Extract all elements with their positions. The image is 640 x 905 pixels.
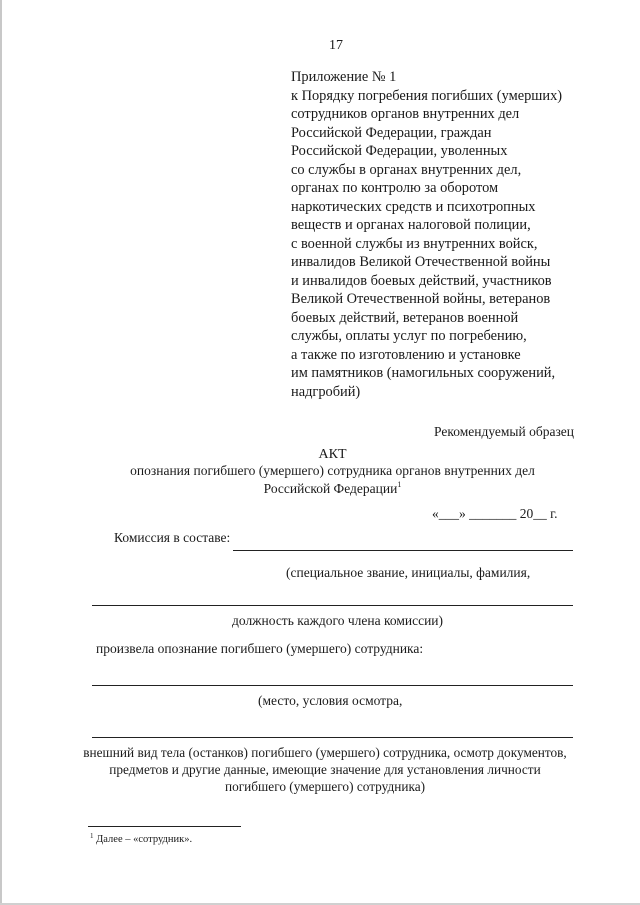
commission-label: Комиссия в составе: (114, 530, 231, 545)
appendix-line: веществ и органах налоговой полиции, (291, 217, 531, 233)
act-subtitle-line1: опознания погибшего (умершего) сотрудника органов внутренних дел (130, 463, 535, 478)
rank-caption: (специальное звание, инициалы, фамилия, (286, 565, 531, 580)
appendix-line: Российской Федерации, уволенных (291, 143, 508, 159)
footnote (90, 832, 192, 845)
appendix-line: а также по изготовлению и установке (291, 346, 521, 363)
appendix-line: боевых действий, ветеранов военной (291, 309, 519, 326)
appendix-line: Великой Отечественной войны, ветеранов (291, 291, 551, 307)
appendix-line: инвалидов Великой Отечественной войны (291, 254, 551, 270)
appendix-line: и инвалидов боевых действий, участников (291, 272, 552, 289)
appendix-line: к Порядку погребения погибших (умерших) (291, 87, 563, 104)
identified-fill-line (92, 685, 573, 686)
date-field: «___» _______ 20__ г. (432, 506, 558, 521)
appendix-line: Приложение № 1 (291, 69, 397, 85)
position-caption: должность каждого члена комиссии) (232, 613, 444, 628)
footnote-separator (88, 826, 241, 827)
place-caption: (место, условия осмотра, (258, 693, 403, 708)
appendix-line: наркотических средств и психотропных (291, 198, 536, 215)
commission-fill-line (233, 550, 573, 551)
footnote-mark: 1 (90, 832, 94, 840)
recommended-sample-label: Рекомендуемый образец (434, 424, 575, 439)
appendix-line: надгробий) (291, 383, 361, 400)
identified-text: произвела опознание погибшего (умершего) сотрудника: (96, 641, 424, 656)
appendix-header (291, 68, 591, 401)
appearance-fill-line (92, 737, 573, 738)
appendix-line: с военной службы из внутренних войск, (291, 235, 538, 252)
appendix-line: Российской Федерации, граждан (291, 124, 492, 141)
appendix-line: сотрудников органов внутренних дел (291, 106, 520, 122)
appendix-line: со службы в органах внутренних дел, (291, 161, 522, 178)
appendix-line: органах по контролю за оборотом (291, 180, 499, 196)
appearance-caption (0, 744, 640, 795)
act-title: АКТ (318, 447, 347, 462)
act-subtitle-text: Российской Федерации (263, 481, 398, 496)
act-subtitle-line2 (0, 480, 640, 497)
member-fill-line (92, 605, 573, 606)
appendix-line: службы, оплаты услуг по погребению, (291, 328, 527, 344)
footnote-reference: 1 (397, 480, 402, 489)
appendix-line: им памятников (намогильных сооружений, (291, 365, 556, 381)
appearance-line: внешний вид тела (останков) погибшего (умершего) сотрудника, осмотр документов, (83, 745, 567, 760)
footnote-text: Далее – «сотрудник». (93, 834, 193, 845)
page-number: 17 (329, 38, 343, 53)
appearance-line: погибшего (умершего) сотрудника) (224, 779, 426, 794)
appearance-line: предметов и другие данные, имеющие значение для установления личности (109, 762, 541, 777)
